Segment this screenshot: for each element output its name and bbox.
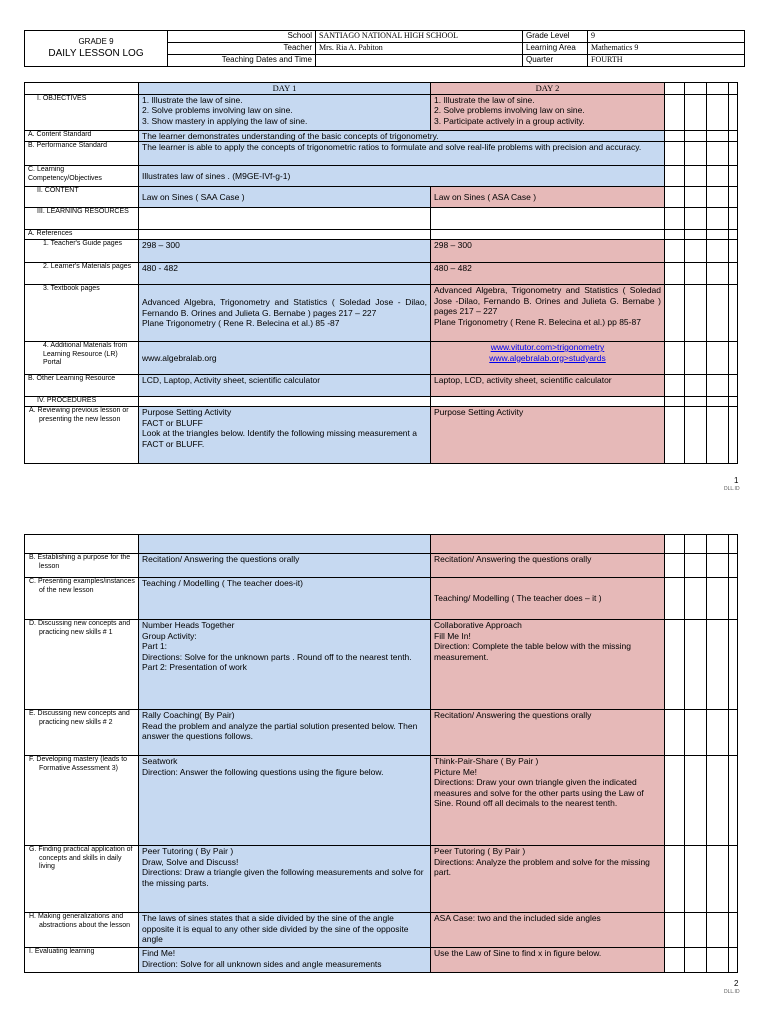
learners-materials-day1: 480 - 482 bbox=[139, 263, 431, 285]
header-title-cell bbox=[25, 31, 168, 67]
procedure-d-day2: Collaborative Approach Fill Me In! Direction: Complete the table below with the missing measurement. bbox=[431, 620, 665, 710]
additional-materials-day1: www.algebralab.org bbox=[139, 342, 431, 375]
learning-area-value: Mathematics 9 bbox=[588, 43, 745, 55]
procedure-a-label: A. Reviewing previous lesson or presenting the new lesson bbox=[25, 407, 139, 464]
content-day2: Law on Sines ( ASA Case ) bbox=[431, 187, 665, 208]
school-label: School bbox=[168, 31, 316, 43]
procedure-b-day2: Recitation/ Answering the questions orally bbox=[431, 554, 665, 578]
references-label: A. References bbox=[25, 230, 139, 240]
content-label: II. CONTENT bbox=[25, 187, 139, 208]
procedure-e-label: E. Discussing new concepts and practicing new skills # 2 bbox=[25, 710, 139, 756]
day2-header: DAY 2 bbox=[431, 83, 665, 95]
procedure-a-day1: Purpose Setting Activity FACT or BLUFF Look at the triangles below. Identify the following missing measurement a FACT or BLUFF. bbox=[139, 407, 431, 464]
textbook-pages-day1: Advanced Algebra, Trigonometry and Statistics ( Soledad Jose - Dilao, Fernando B. Orines and Julieta G. Bernabe ) pages 217 – 227 Plane Trigonometry ( Rene R. Belecina et al.) 85 -87 bbox=[139, 285, 431, 342]
learning-area-label: Learning Area bbox=[523, 43, 588, 55]
grade-level-value: 9 bbox=[588, 31, 745, 43]
objectives-day2: 1. Illustrate the law of sine. 2. Solve problems involving law on sine. 3. Participate actively in a group activity. bbox=[431, 94, 665, 130]
dates-label: Teaching Dates and Time bbox=[168, 55, 316, 67]
other-resource-day1: LCD, Laptop, Activity sheet, scientific calculator bbox=[139, 375, 431, 397]
objectives-day1: 1. Illustrate the law of sine. 2. Solve problems involving law on sine. 3. Show mastery in applying the law of sine. bbox=[139, 94, 431, 130]
procedure-b-day1: Recitation/ Answering the questions orally bbox=[139, 554, 431, 578]
additional-materials-day2 bbox=[431, 342, 665, 375]
procedure-h-day1: The laws of sines states that a side divided by the sine of the angle opposite it is equal to any other side divided by the sine of the opposite angle bbox=[139, 913, 431, 948]
procedure-g-label: G. Finding practical application of concepts and skills in daily living bbox=[25, 846, 139, 913]
page-number-1: 1 bbox=[734, 476, 739, 485]
content-day1: Law on Sines ( SAA Case ) bbox=[139, 187, 431, 208]
lesson-table-page2 bbox=[24, 534, 738, 973]
quarter-value: FOURTH bbox=[588, 55, 745, 67]
dates-value bbox=[316, 55, 523, 67]
learners-materials-label: 2. Learner's Materials pages bbox=[25, 263, 139, 285]
procedures-label: IV. PROCEDURES bbox=[25, 397, 139, 407]
learning-competency-value: Illustrates law of sines . (M9GE-IVf-g-1) bbox=[139, 166, 665, 187]
procedure-d-label: D. Discussing new concepts and practicing new skills # 1 bbox=[25, 620, 139, 710]
learning-competency-label: C. Learning Competency/Objectives bbox=[25, 166, 139, 187]
procedure-f-day2: Think-Pair-Share ( By Pair ) Picture Me! Directions: Draw your own triangle given the indicated measures and solve for the other parts using the Law of Sine. Round off all decimals to the nearest tenth. bbox=[431, 756, 665, 846]
procedure-c-label: C. Presenting examples/instances of the new lesson bbox=[25, 578, 139, 620]
other-resource-label: B. Other Learning Resource bbox=[25, 375, 139, 397]
lesson-table-page1 bbox=[24, 82, 738, 464]
procedure-h-label: H. Making generalizations and abstractions about the lesson bbox=[25, 913, 139, 948]
page-number-2: 2 bbox=[734, 979, 739, 988]
procedure-f-day1: Seatwork Direction: Answer the following questions using the figure below. bbox=[139, 756, 431, 846]
quarter-label: Quarter bbox=[523, 55, 588, 67]
teachers-guide-day1: 298 – 300 bbox=[139, 240, 431, 263]
grade-label: GRADE 9 bbox=[78, 36, 114, 46]
teachers-guide-label: 1. Teacher's Guide pages bbox=[25, 240, 139, 263]
teachers-guide-day2: 298 – 300 bbox=[431, 240, 665, 263]
content-standard-label: A. Content Standard bbox=[25, 130, 139, 142]
procedure-e-day1: Rally Coaching( By Pair) Read the problem and analyze the partial solution presented below. Then answer the questions follows. bbox=[139, 710, 431, 756]
vitutor-link[interactable]: www.vitutor.com>trigonometry bbox=[490, 342, 605, 352]
textbook-pages-day2: Advanced Algebra, Trigonometry and Statistics ( Soledad Jose -Dilao, Fernando B. Orines and Julieta G. Bernabe ) pages 217 – 227 Plane Trigonometry ( Rene R. Belecina et al.) pp 85-87 bbox=[431, 285, 665, 342]
performance-standard-label: B. Performance Standard bbox=[25, 142, 139, 166]
header-table bbox=[24, 30, 745, 67]
procedure-i-day1: Find Me! Direction: Solve for all unknown sides and angle measurements bbox=[139, 948, 431, 973]
other-resource-day2: Laptop, LCD, activity sheet, scientific calculator bbox=[431, 375, 665, 397]
procedure-c-day1: Teaching / Modelling ( The teacher does-it) bbox=[139, 578, 431, 620]
grade-level-label: Grade Level bbox=[523, 31, 588, 43]
procedure-g-day2: Peer Tutoring ( By Pair ) Directions: Analyze the problem and solve for the missing part. bbox=[431, 846, 665, 913]
day1-header: DAY 1 bbox=[139, 83, 431, 95]
textbook-pages-label: 3. Textbook pages bbox=[25, 285, 139, 342]
teacher-value: Mrs. Ria A. Pabiton bbox=[316, 43, 523, 55]
procedure-f-label: F. Developing mastery (leads to Formative Assessment 3) bbox=[25, 756, 139, 846]
procedure-e-day2: Recitation/ Answering the questions orally bbox=[431, 710, 665, 756]
learners-materials-day2: 480 – 482 bbox=[431, 263, 665, 285]
learning-resources-label: III. LEARNING RESOURCES bbox=[25, 208, 139, 230]
school-value: SANTIAGO NATIONAL HIGH SCHOOL bbox=[316, 31, 523, 43]
page-mark-1: DLL.ID bbox=[724, 486, 740, 492]
procedure-c-day2: Teaching/ Modelling ( The teacher does – it ) bbox=[431, 578, 665, 620]
procedure-i-label: I. Evaluating learning bbox=[25, 948, 139, 973]
procedure-i-day2: Use the Law of Sine to find x in figure below. bbox=[431, 948, 665, 973]
performance-standard-value: The learner is able to apply the concepts of trigonometric ratios to formulate and solve real-life problems with precision and accuracy. bbox=[139, 142, 665, 166]
teacher-label: Teacher bbox=[168, 43, 316, 55]
dll-title: DAILY LESSON LOG bbox=[48, 47, 144, 59]
procedure-g-day1: Peer Tutoring ( By Pair ) Draw, Solve and Discuss! Directions: Draw a triangle given the following measurements and solve for the missing parts. bbox=[139, 846, 431, 913]
content-standard-value: The learner demonstrates understanding of the basic concepts of trigonometry. bbox=[139, 130, 665, 142]
page-mark-2: DLL.ID bbox=[724, 989, 740, 995]
objectives-label: I. OBJECTIVES bbox=[25, 94, 139, 130]
day-corner bbox=[25, 83, 139, 95]
procedure-h-day2: ASA Case: two and the included side angles bbox=[431, 913, 665, 948]
additional-materials-label: 4. Additional Materials from Learning Resource (LR) Portal bbox=[25, 342, 139, 375]
algebralab-link[interactable]: www.algebralab.org>studyards bbox=[489, 352, 606, 363]
procedure-a-day2: Purpose Setting Activity bbox=[431, 407, 665, 464]
procedure-d-day1: Number Heads Together Group Activity: Part 1: Directions: Solve for the unknown parts . Round off to the nearest tenth. Part 2: Presentation of work bbox=[139, 620, 431, 710]
procedure-b-label: B. Establishing a purpose for the lesson bbox=[25, 554, 139, 578]
